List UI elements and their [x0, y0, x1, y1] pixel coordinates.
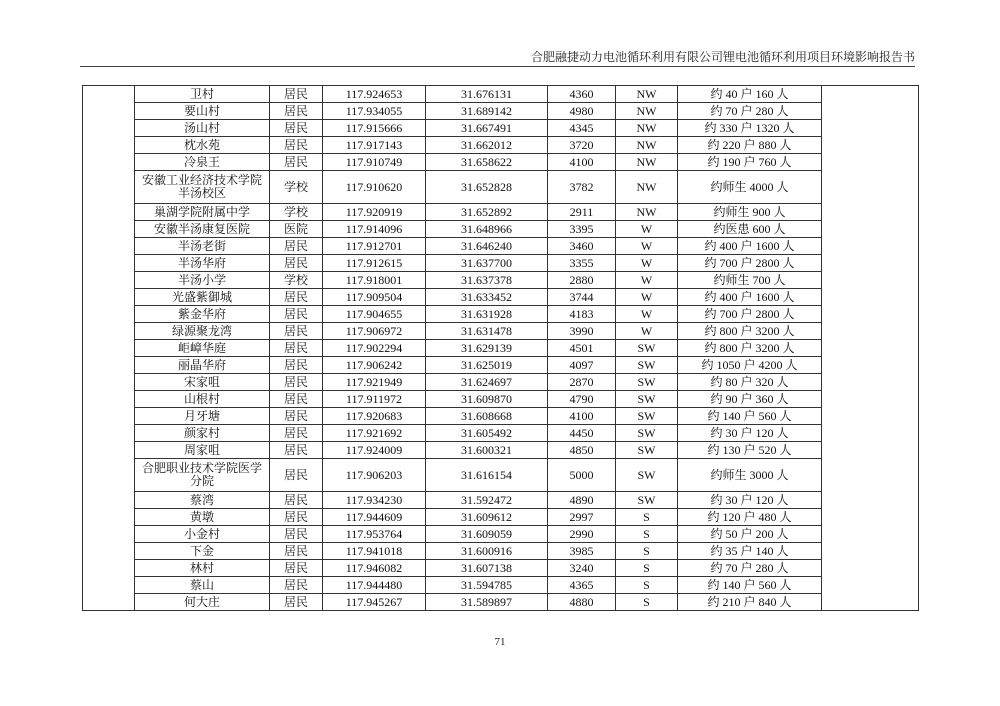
type-cell: 居民: [270, 543, 323, 560]
table-row: [83, 459, 919, 492]
type-cell: 居民: [270, 594, 323, 611]
longitude-cell: 117.914096: [323, 221, 426, 238]
scale-cell: 约 140 户 560 人: [678, 577, 822, 594]
longitude-cell: 117.906242: [323, 357, 426, 374]
latitude-cell: 31.631478: [426, 323, 548, 340]
type-cell: 学校: [270, 204, 323, 221]
table-row: [83, 526, 919, 543]
distance-cell: 4450: [548, 425, 616, 442]
latitude-cell: 31.652892: [426, 204, 548, 221]
distance-cell: 3240: [548, 560, 616, 577]
longitude-cell: 117.941018: [323, 543, 426, 560]
distance-cell: 4850: [548, 442, 616, 459]
latitude-cell: 31.633452: [426, 289, 548, 306]
scale-cell: 约 70 户 280 人: [678, 560, 822, 577]
type-cell: 居民: [270, 238, 323, 255]
direction-cell: NW: [616, 154, 678, 171]
name-cell: 丽晶华府: [135, 357, 270, 374]
longitude-cell: 117.906203: [323, 459, 426, 492]
type-cell: 居民: [270, 577, 323, 594]
name-cell: 黄墩: [135, 509, 270, 526]
direction-cell: W: [616, 306, 678, 323]
scale-cell: 约 30 户 120 人: [678, 425, 822, 442]
scale-cell: 约 90 户 360 人: [678, 391, 822, 408]
direction-cell: W: [616, 221, 678, 238]
name-cell: 要山村: [135, 103, 270, 120]
latitude-cell: 31.637700: [426, 255, 548, 272]
distance-cell: 3744: [548, 289, 616, 306]
latitude-cell: 31.637378: [426, 272, 548, 289]
longitude-cell: 117.934230: [323, 492, 426, 509]
table-row: [83, 442, 919, 459]
direction-cell: S: [616, 543, 678, 560]
latitude-cell: 31.592472: [426, 492, 548, 509]
table-row: [83, 425, 919, 442]
direction-cell: SW: [616, 492, 678, 509]
distance-cell: 3782: [548, 171, 616, 204]
latitude-cell: 31.625019: [426, 357, 548, 374]
latitude-cell: 31.648966: [426, 221, 548, 238]
direction-cell: S: [616, 577, 678, 594]
longitude-cell: 117.934055: [323, 103, 426, 120]
scale-cell: 约 30 户 120 人: [678, 492, 822, 509]
direction-cell: W: [616, 255, 678, 272]
type-cell: 居民: [270, 526, 323, 543]
direction-cell: S: [616, 509, 678, 526]
scale-cell: 约师生 900 人: [678, 204, 822, 221]
table-row: [83, 120, 919, 137]
longitude-cell: 117.917143: [323, 137, 426, 154]
type-cell: 居民: [270, 120, 323, 137]
direction-cell: NW: [616, 204, 678, 221]
latitude-cell: 31.646240: [426, 238, 548, 255]
latitude-cell: 31.629139: [426, 340, 548, 357]
table-row: [83, 255, 919, 272]
type-cell: 居民: [270, 255, 323, 272]
name-cell: 安徽工业经济技术学院半汤校区: [135, 171, 270, 204]
scale-cell: 约 80 户 320 人: [678, 374, 822, 391]
latitude-cell: 31.676131: [426, 86, 548, 103]
table-row: [83, 594, 919, 611]
scale-cell: 约师生 700 人: [678, 272, 822, 289]
type-cell: 居民: [270, 306, 323, 323]
latitude-cell: 31.667491: [426, 120, 548, 137]
latitude-cell: 31.609059: [426, 526, 548, 543]
distance-cell: 4890: [548, 492, 616, 509]
distance-cell: 4501: [548, 340, 616, 357]
table-row: [83, 492, 919, 509]
longitude-cell: 117.920683: [323, 408, 426, 425]
category-merged-cell: [83, 86, 135, 611]
latitude-cell: 31.600916: [426, 543, 548, 560]
distance-cell: 4100: [548, 154, 616, 171]
name-cell: 半汤小学: [135, 272, 270, 289]
longitude-cell: 117.953764: [323, 526, 426, 543]
direction-cell: S: [616, 526, 678, 543]
type-cell: 居民: [270, 560, 323, 577]
scale-cell: 约 140 户 560 人: [678, 408, 822, 425]
direction-cell: S: [616, 560, 678, 577]
page-number: 71: [494, 636, 506, 648]
name-cell: 蔡湾: [135, 492, 270, 509]
longitude-cell: 117.918001: [323, 272, 426, 289]
distance-cell: 4880: [548, 594, 616, 611]
distance-cell: 4365: [548, 577, 616, 594]
latitude-cell: 31.631928: [426, 306, 548, 323]
latitude-cell: 31.589897: [426, 594, 548, 611]
scale-cell: 约医患 600 人: [678, 221, 822, 238]
header-rule: [80, 66, 915, 67]
longitude-cell: 117.904655: [323, 306, 426, 323]
longitude-cell: 117.924653: [323, 86, 426, 103]
longitude-cell: 117.906972: [323, 323, 426, 340]
table-row: [83, 204, 919, 221]
name-cell: 枕水苑: [135, 137, 270, 154]
distance-cell: 4980: [548, 103, 616, 120]
name-cell: 安徽半汤康复医院: [135, 221, 270, 238]
name-cell: 下金: [135, 543, 270, 560]
type-cell: 居民: [270, 323, 323, 340]
latitude-cell: 31.609612: [426, 509, 548, 526]
name-cell: 冷泉王: [135, 154, 270, 171]
type-cell: 学校: [270, 272, 323, 289]
scale-cell: 约 800 户 3200 人: [678, 323, 822, 340]
distance-cell: 4345: [548, 120, 616, 137]
table-row: [83, 86, 919, 103]
longitude-cell: 117.944609: [323, 509, 426, 526]
longitude-cell: 117.912701: [323, 238, 426, 255]
type-cell: 居民: [270, 340, 323, 357]
longitude-cell: 117.912615: [323, 255, 426, 272]
direction-cell: SW: [616, 425, 678, 442]
longitude-cell: 117.920919: [323, 204, 426, 221]
name-cell: 卫村: [135, 86, 270, 103]
name-cell: 周家咀: [135, 442, 270, 459]
direction-cell: NW: [616, 103, 678, 120]
distance-cell: 2870: [548, 374, 616, 391]
direction-cell: NW: [616, 137, 678, 154]
name-cell: 半汤老街: [135, 238, 270, 255]
type-cell: 医院: [270, 221, 323, 238]
type-cell: 居民: [270, 408, 323, 425]
distance-cell: 3460: [548, 238, 616, 255]
type-cell: 居民: [270, 86, 323, 103]
latitude-cell: 31.652828: [426, 171, 548, 204]
table-row: [83, 577, 919, 594]
type-cell: 居民: [270, 442, 323, 459]
name-cell: 紫金华府: [135, 306, 270, 323]
latitude-cell: 31.689142: [426, 103, 548, 120]
longitude-cell: 117.924009: [323, 442, 426, 459]
direction-cell: S: [616, 594, 678, 611]
table-row: [83, 272, 919, 289]
longitude-cell: 117.910620: [323, 171, 426, 204]
table-row: [83, 238, 919, 255]
name-cell: 颜家村: [135, 425, 270, 442]
direction-cell: NW: [616, 171, 678, 204]
type-cell: 居民: [270, 137, 323, 154]
direction-cell: W: [616, 323, 678, 340]
type-cell: 居民: [270, 103, 323, 120]
table-row: [83, 323, 919, 340]
distance-cell: 2990: [548, 526, 616, 543]
scale-cell: 约 700 户 2800 人: [678, 255, 822, 272]
scale-cell: 约 700 户 2800 人: [678, 306, 822, 323]
scale-cell: 约 330 户 1320 人: [678, 120, 822, 137]
distance-cell: 2911: [548, 204, 616, 221]
type-cell: 居民: [270, 357, 323, 374]
table-row: [83, 306, 919, 323]
longitude-cell: 117.902294: [323, 340, 426, 357]
longitude-cell: 117.945267: [323, 594, 426, 611]
latitude-cell: 31.607138: [426, 560, 548, 577]
table-row: [83, 374, 919, 391]
direction-cell: SW: [616, 340, 678, 357]
name-cell: 山根村: [135, 391, 270, 408]
direction-cell: W: [616, 289, 678, 306]
name-cell: 半汤华府: [135, 255, 270, 272]
table-row: [83, 340, 919, 357]
name-cell: 汤山村: [135, 120, 270, 137]
type-cell: 居民: [270, 154, 323, 171]
table-row: [83, 137, 919, 154]
longitude-cell: 117.911972: [323, 391, 426, 408]
table-row: [83, 103, 919, 120]
table-row: [83, 408, 919, 425]
table-row: [83, 154, 919, 171]
direction-cell: SW: [616, 459, 678, 492]
distance-cell: 4790: [548, 391, 616, 408]
name-cell: 合肥职业技术学院医学分院: [135, 459, 270, 492]
name-cell: 小金村: [135, 526, 270, 543]
name-cell: 岠嶂华庭: [135, 340, 270, 357]
remarks-merged-cell: [822, 86, 919, 611]
scale-cell: 约 400 户 1600 人: [678, 238, 822, 255]
direction-cell: SW: [616, 408, 678, 425]
distance-cell: 2997: [548, 509, 616, 526]
latitude-cell: 31.616154: [426, 459, 548, 492]
scale-cell: 约 190 户 760 人: [678, 154, 822, 171]
document-header: 合肥融捷动力电池循环利用有限公司锂电池循环利用项目环境影响报告书: [530, 50, 915, 64]
distance-cell: 5000: [548, 459, 616, 492]
name-cell: 绿源聚龙湾: [135, 323, 270, 340]
longitude-cell: 117.921692: [323, 425, 426, 442]
latitude-cell: 31.624697: [426, 374, 548, 391]
scale-cell: 约师生 4000 人: [678, 171, 822, 204]
direction-cell: W: [616, 272, 678, 289]
scale-cell: 约 130 户 520 人: [678, 442, 822, 459]
longitude-cell: 117.915666: [323, 120, 426, 137]
scale-cell: 约 800 户 3200 人: [678, 340, 822, 357]
type-cell: 居民: [270, 391, 323, 408]
latitude-cell: 31.594785: [426, 577, 548, 594]
type-cell: 居民: [270, 509, 323, 526]
latitude-cell: 31.658622: [426, 154, 548, 171]
distance-cell: 3720: [548, 137, 616, 154]
distance-cell: 3985: [548, 543, 616, 560]
distance-cell: 4183: [548, 306, 616, 323]
direction-cell: W: [616, 238, 678, 255]
longitude-cell: 117.909504: [323, 289, 426, 306]
distance-cell: 4100: [548, 408, 616, 425]
table-row: [83, 289, 919, 306]
longitude-cell: 117.946082: [323, 560, 426, 577]
name-cell: 光盛紫御城: [135, 289, 270, 306]
name-cell: 月牙塘: [135, 408, 270, 425]
direction-cell: SW: [616, 442, 678, 459]
longitude-cell: 117.921949: [323, 374, 426, 391]
scale-cell: 约 220 户 880 人: [678, 137, 822, 154]
distance-cell: 3355: [548, 255, 616, 272]
type-cell: 学校: [270, 171, 323, 204]
scale-cell: 约 70 户 280 人: [678, 103, 822, 120]
table-row: [83, 509, 919, 526]
direction-cell: SW: [616, 391, 678, 408]
latitude-cell: 31.605492: [426, 425, 548, 442]
name-cell: 蔡山: [135, 577, 270, 594]
distance-cell: 3395: [548, 221, 616, 238]
latitude-cell: 31.609870: [426, 391, 548, 408]
distance-cell: 2880: [548, 272, 616, 289]
scale-cell: 约 120 户 480 人: [678, 509, 822, 526]
type-cell: 居民: [270, 425, 323, 442]
table-row: [83, 543, 919, 560]
type-cell: 居民: [270, 459, 323, 492]
type-cell: 居民: [270, 492, 323, 509]
distance-cell: 4097: [548, 357, 616, 374]
type-cell: 居民: [270, 289, 323, 306]
table-body: [83, 86, 919, 611]
scale-cell: 约 1050 户 4200 人: [678, 357, 822, 374]
name-cell: 林村: [135, 560, 270, 577]
name-cell: 何大庄: [135, 594, 270, 611]
scale-cell: 约 400 户 1600 人: [678, 289, 822, 306]
name-cell: 巢湖学院附属中学: [135, 204, 270, 221]
distance-cell: 4360: [548, 86, 616, 103]
scale-cell: 约 35 户 140 人: [678, 543, 822, 560]
direction-cell: NW: [616, 86, 678, 103]
table-row: [83, 357, 919, 374]
scale-cell: 约 210 户 840 人: [678, 594, 822, 611]
sensitive-points-table: [82, 85, 919, 611]
scale-cell: 约 40 户 160 人: [678, 86, 822, 103]
latitude-cell: 31.600321: [426, 442, 548, 459]
type-cell: 居民: [270, 374, 323, 391]
direction-cell: NW: [616, 120, 678, 137]
longitude-cell: 117.944480: [323, 577, 426, 594]
latitude-cell: 31.662012: [426, 137, 548, 154]
longitude-cell: 117.910749: [323, 154, 426, 171]
latitude-cell: 31.608668: [426, 408, 548, 425]
table-row: [83, 171, 919, 204]
direction-cell: SW: [616, 374, 678, 391]
table-row: [83, 221, 919, 238]
scale-cell: 约 50 户 200 人: [678, 526, 822, 543]
distance-cell: 3990: [548, 323, 616, 340]
table-row: [83, 560, 919, 577]
direction-cell: SW: [616, 357, 678, 374]
table-row: [83, 391, 919, 408]
scale-cell: 约师生 3000 人: [678, 459, 822, 492]
name-cell: 宋家咀: [135, 374, 270, 391]
